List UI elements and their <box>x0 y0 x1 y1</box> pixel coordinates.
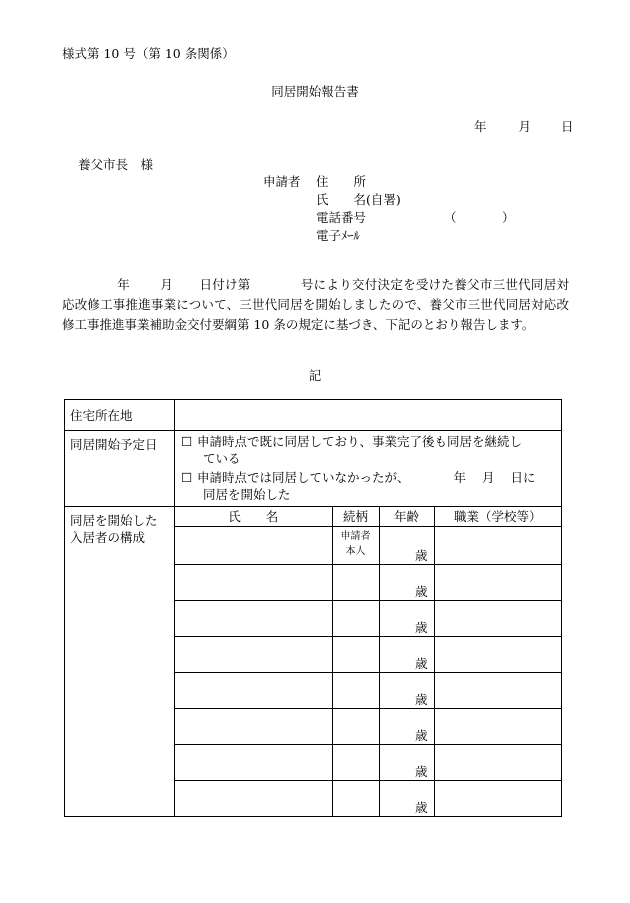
member-relation-field[interactable] <box>332 637 379 673</box>
member-occupation-field[interactable] <box>434 673 561 709</box>
member-age-field[interactable]: 歳 <box>379 601 434 637</box>
report-table <box>64 399 562 817</box>
member-relation-field[interactable] <box>332 601 379 637</box>
date-day-label: 日 <box>561 119 574 134</box>
document-title: 同居開始報告書 <box>271 84 359 99</box>
body-month: 月 <box>160 277 174 292</box>
option2-day: 日に <box>510 470 536 485</box>
member-age-field[interactable]: 歳 <box>379 527 434 565</box>
member-occupation-field[interactable] <box>434 601 561 637</box>
applicant-address-label: 住 所 <box>316 174 367 189</box>
applicant-phone-label: 電話番号 <box>316 210 367 225</box>
member-row <box>175 673 561 709</box>
option2-line2: 同居を開始した <box>203 487 291 502</box>
option1-line1: 申請時点で既に同居しており、事業完了後も同居を継続し <box>197 434 523 449</box>
member-name-field[interactable] <box>175 565 332 601</box>
checkbox-icon[interactable]: ☐ <box>181 470 193 485</box>
date-year-label: 年 <box>474 119 487 134</box>
member-occupation-field[interactable] <box>434 745 561 781</box>
members-label-line1: 同居を開始した <box>70 513 158 528</box>
members-header-row <box>175 507 561 527</box>
member-name-field[interactable] <box>175 709 332 745</box>
member-name-field[interactable] <box>175 673 332 709</box>
members-cell <box>175 507 562 817</box>
form-number: 様式第 10 号（第 10 条関係） <box>62 46 235 61</box>
checkbox-icon[interactable]: ☐ <box>181 434 193 449</box>
phone-paren-close: ） <box>502 210 515 225</box>
member-row <box>175 565 561 601</box>
member-name-field[interactable] <box>175 745 332 781</box>
option-start-cohabiting[interactable] <box>175 467 561 503</box>
applicant-name-label: 氏 名(自署) <box>316 192 401 207</box>
members-label-line2: 入居者の構成 <box>70 530 146 545</box>
ki-heading: 記 <box>308 368 322 383</box>
member-age-field[interactable]: 歳 <box>379 709 434 745</box>
member-age-field[interactable]: 歳 <box>379 637 434 673</box>
member-age-field[interactable]: 歳 <box>379 565 434 601</box>
members-row <box>65 507 562 817</box>
header-name: 氏 名 <box>175 507 332 527</box>
address-label: 住宅所在地 <box>65 400 175 431</box>
applicant-label: 申請者 <box>263 174 301 189</box>
member-name-field[interactable] <box>175 601 332 637</box>
self-relation-line2: 本人 <box>345 546 366 557</box>
member-age-field[interactable]: 歳 <box>379 673 434 709</box>
member-relation-field[interactable] <box>332 781 379 817</box>
option2-month: 月 <box>482 470 495 485</box>
phone-paren-open: （ <box>444 210 457 225</box>
applicant-email-label: 電子ﾒｰﾙ <box>316 228 360 243</box>
date-month-label: 月 <box>518 119 532 134</box>
header-age: 年齢 <box>379 507 434 527</box>
member-row <box>175 601 561 637</box>
member-row <box>175 637 561 673</box>
report-date <box>474 117 574 135</box>
member-occupation-field[interactable] <box>434 709 561 745</box>
start-date-label: 同居開始予定日 <box>65 431 175 507</box>
address-row <box>65 400 562 431</box>
member-row <box>175 709 561 745</box>
body-text: 号により交付決定を受けた養父市三世代同居対応改修工事推進事業について、三世代同居を開始しましたので、養父市三世代同居対応改修工事推進事業補助金交付要綱第 10 条の規定に基づき、下記のとおり報告します。 <box>62 277 569 332</box>
member-name-field[interactable] <box>175 527 332 565</box>
member-relation-field[interactable] <box>332 709 379 745</box>
member-age-field[interactable]: 歳 <box>379 781 434 817</box>
member-relation-field[interactable] <box>332 673 379 709</box>
member-age-field[interactable]: 歳 <box>379 745 434 781</box>
member-relation-field[interactable] <box>332 745 379 781</box>
member-row <box>175 745 561 781</box>
report-body <box>62 275 569 335</box>
member-occupation-field[interactable] <box>434 781 561 817</box>
option2-line1: 申請時点では同居していなかったが、 <box>197 470 410 485</box>
start-date-options <box>175 431 562 507</box>
header-relation: 続柄 <box>332 507 379 527</box>
member-relation-self <box>332 527 379 565</box>
member-row <box>175 527 561 565</box>
self-relation-line1: 申請者 <box>340 531 371 542</box>
option1-line2: ている <box>203 451 241 466</box>
member-occupation-field[interactable] <box>434 565 561 601</box>
option-already-cohabiting[interactable] <box>175 431 561 467</box>
start-date-row <box>65 431 562 507</box>
option2-year: 年 <box>453 470 467 485</box>
address-value-field[interactable] <box>175 400 562 431</box>
addressee: 養父市長 様 <box>78 157 154 172</box>
member-name-field[interactable] <box>175 781 332 817</box>
member-occupation-field[interactable] <box>434 637 561 673</box>
member-relation-field[interactable] <box>332 565 379 601</box>
member-row <box>175 781 561 817</box>
members-table <box>175 507 561 816</box>
header-occupation: 職業（学校等） <box>434 507 561 527</box>
members-label <box>65 507 175 817</box>
member-occupation-field[interactable] <box>434 527 561 565</box>
body-year: 年 <box>117 277 131 292</box>
body-day-ref: 日付け第 <box>199 277 251 292</box>
member-name-field[interactable] <box>175 637 332 673</box>
